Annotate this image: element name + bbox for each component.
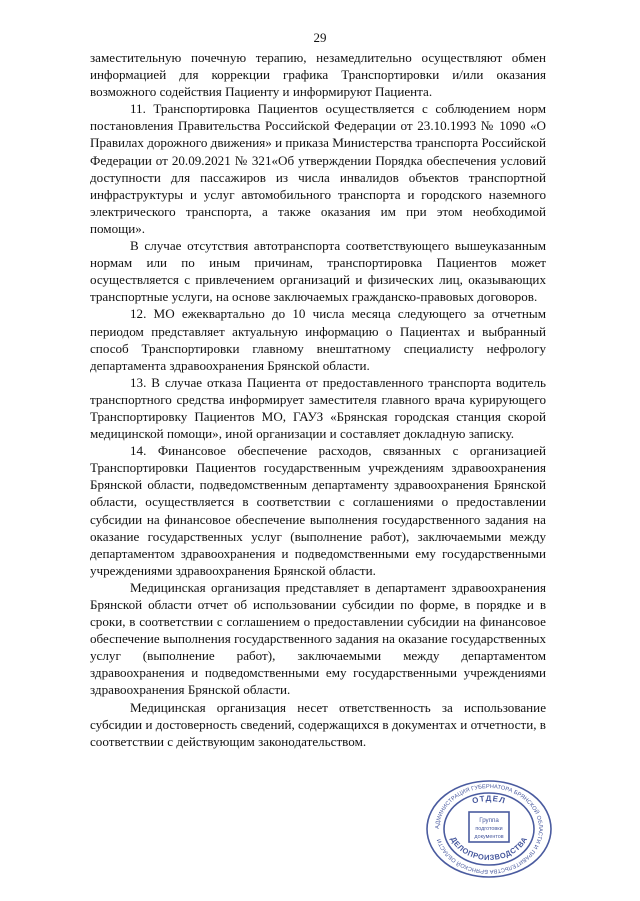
official-stamp bbox=[424, 779, 554, 879]
stamp-center-line-1: Группа bbox=[479, 817, 499, 824]
stamp-outer-text: АДМИНИСТРАЦИЯ ГУБЕРНАТОРА БРЯНСКОЙ ОБЛАСТИ И ПРАВИТЕЛЬСТВА БРЯНСКОЙ ОБЛАСТИ bbox=[434, 783, 544, 875]
paragraph-14-financing: 14. Финансовое обеспечение расходов, связанных с организацией Транспортировки Пациентов государственным учреждениям здравоохранения Брянской области, подведомственным департаменту здравоохранения Брянской области, осуществляется в соответствии с соглашениями о предоставлении субсидии на финансовое обеспечение выполнения государственного задания на оказание государственных услуг (выполнение работ), заключаемыми между департаментом здравоохранения и подведомственными ему государственными учреждениями здравоохранения Брянской области. bbox=[90, 443, 546, 578]
document-body bbox=[90, 49, 546, 750]
paragraph-subsidy-report: Медицинская организация представляет в департамент здравоохранения Брянской области отчет об использовании субсидии по форме, в порядке и в сроки, в соответствии с соглашением о предоставлении субсидии на финансовое обеспечение выполнения государственного задания на оказание государственных услуг (выполнение работ), заключаемыми между департаментом здравоохранения и подведомственными ему государственными учреждениями здравоохранения Брянской области. bbox=[90, 579, 546, 698]
stamp-inner-top-text: ОТДЕЛ bbox=[471, 794, 507, 806]
paragraph-responsibility: Медицинская организация несет ответственность за использование субсидии и достоверность сведений, содержащихся в документах и отчетности, в соответствии с действующим законодательством. bbox=[90, 699, 546, 749]
stamp-center-line-3: документов bbox=[474, 834, 504, 840]
paragraph-continuation: заместительную почечную терапию, незамедлительно осуществляют обмен информацией для коррекции графика Транспортировки и/или оказания возможного содействия Пациенту и информируют Пациента. bbox=[90, 50, 546, 100]
stamp-graphic bbox=[424, 779, 554, 879]
stamp-inner-bottom-text: ДЕЛОПРОИЗВОДСТВА bbox=[448, 835, 530, 863]
paragraph-11-transport-norms: 11. Транспортировка Пациентов осуществляется с соблюдением норм постановления Правительства Российской Федерации от 23.10.1993 № 1090 «О Правилах дорожного движения» и приказа Министерства транспорта Российской Федерации от 20.09.2021 № 321«Об утверждении Порядка обеспечения условий доступности для пассажиров из числа инвалидов объектов транспортной инфраструктуры и услуг автомобильного транспорта и городского наземного электрического транспорта, а также оказания им при этом необходимой помощи». bbox=[90, 101, 546, 236]
paragraph-13-refusal: 13. В случае отказа Пациента от предоставленного транспорта водитель транспортного средства информирует заместителя главного врача курирующего Транспортировку Пациентов МО, ГАУЗ «Брянская городская станция скорой медицинской помощи», иной организации и составляет докладную записку. bbox=[90, 374, 546, 442]
paragraph-12-quarterly-report: 12. МО ежеквартально до 10 числа месяца следующего за отчетным периодом представляет актуальную информацию о Пациентах и выбранный способ Транспортировки главному внештатному специалисту нефрологу департамента здравоохранения Брянской области. bbox=[90, 306, 546, 373]
paragraph-no-vehicle: В случае отсутствия автотранспорта соответствующего вышеуказанным нормам или по иным причинам, транспортировка Пациентов может осуществляется с привлечением организаций и физических лиц, оказывающих транспортные услуги, на основе заключаемых гражданско-правовых договоров. bbox=[90, 238, 546, 305]
stamp-center-line-2: подготовки bbox=[475, 826, 503, 832]
page-number: 29 bbox=[313, 30, 327, 45]
